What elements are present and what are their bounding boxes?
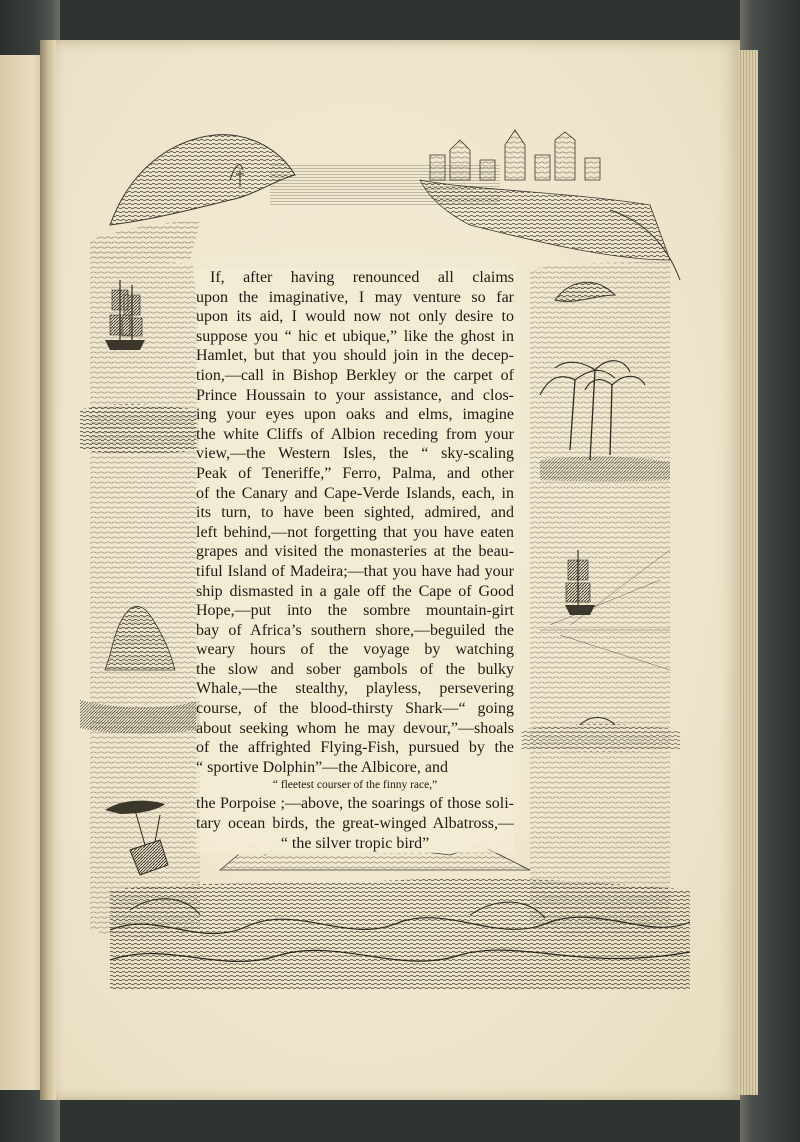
text-line: “ sportive Dolphin”—the Albicore, and <box>196 758 448 776</box>
text-line: the Porpoise ;—above, the soarings of those soli- <box>196 795 514 813</box>
text-line: upon its aid, I would now not only desire to <box>196 308 514 326</box>
text-line: bay of Africa’s southern shore,—beguiled the <box>196 621 514 639</box>
text-line: Hamlet, but that you should join in the decep- <box>196 347 514 365</box>
text-line: grapes and visited the monasteries at the beau- <box>196 543 514 561</box>
text-line: Whale,—the stealthy, playless, persevering <box>196 680 514 698</box>
left-border-scenes <box>80 258 200 938</box>
text-line: upon the imaginative, I may venture so far <box>196 288 514 306</box>
text-line: tiful Island of Madeira;—that you have had your <box>196 562 514 580</box>
text-line: weary hours of the voyage by watching <box>196 641 514 659</box>
top-cliffs-scene <box>90 135 295 260</box>
text-line: If, after having renounced all claims <box>210 269 514 286</box>
text-line: tary ocean birds, the great-winged Albatross,— <box>196 815 514 833</box>
text-line: Peak of Teneriffe,” Ferro, Palma, and other <box>196 464 514 482</box>
text-line: Prince Houssain to your assistance, and clos- <box>196 386 514 404</box>
text-line: of the affrighted Flying-Fish, pursued by the <box>196 739 514 757</box>
text-line: ing your eyes upon oaks and elms, imagine <box>196 406 514 424</box>
text-line: view,—the Western Isles, the “ sky-scaling <box>196 445 514 463</box>
text-line: its turn, to have been sighted, admired, and <box>196 504 514 522</box>
text-line: of the Canary and Cape-Verde Islands, each, in <box>196 484 514 502</box>
text-line: Hope,—put into the sombre mountain-girt <box>196 602 514 620</box>
page-text <box>196 268 514 853</box>
text-line: tion,—call in Bishop Berkley or the carpet of <box>196 366 514 384</box>
text-line: the slow and sober gambols of the bulky <box>196 660 514 678</box>
right-border-scenes <box>520 260 680 936</box>
closing-quote-line: “ the silver tropic bird” <box>280 834 430 852</box>
text-line: the white Cliffs of Albion receding from your <box>196 425 514 443</box>
page-stack-edges <box>738 50 758 1095</box>
quoted-verse-line: “ fleetest courser of the finny race,” <box>272 779 438 792</box>
text-line: suppose you “ hic et ubique,” like the ghost in <box>196 327 514 345</box>
text-line: about seeking whom he may devour,”—shoals <box>196 719 514 737</box>
text-line: ship dismasted in a gale off the Cape of Good <box>196 582 514 600</box>
text-line: course, of the blood-thirsty Shark—“ going <box>196 700 514 718</box>
text-line: left behind,—not forgetting that you have eaten <box>196 523 514 541</box>
